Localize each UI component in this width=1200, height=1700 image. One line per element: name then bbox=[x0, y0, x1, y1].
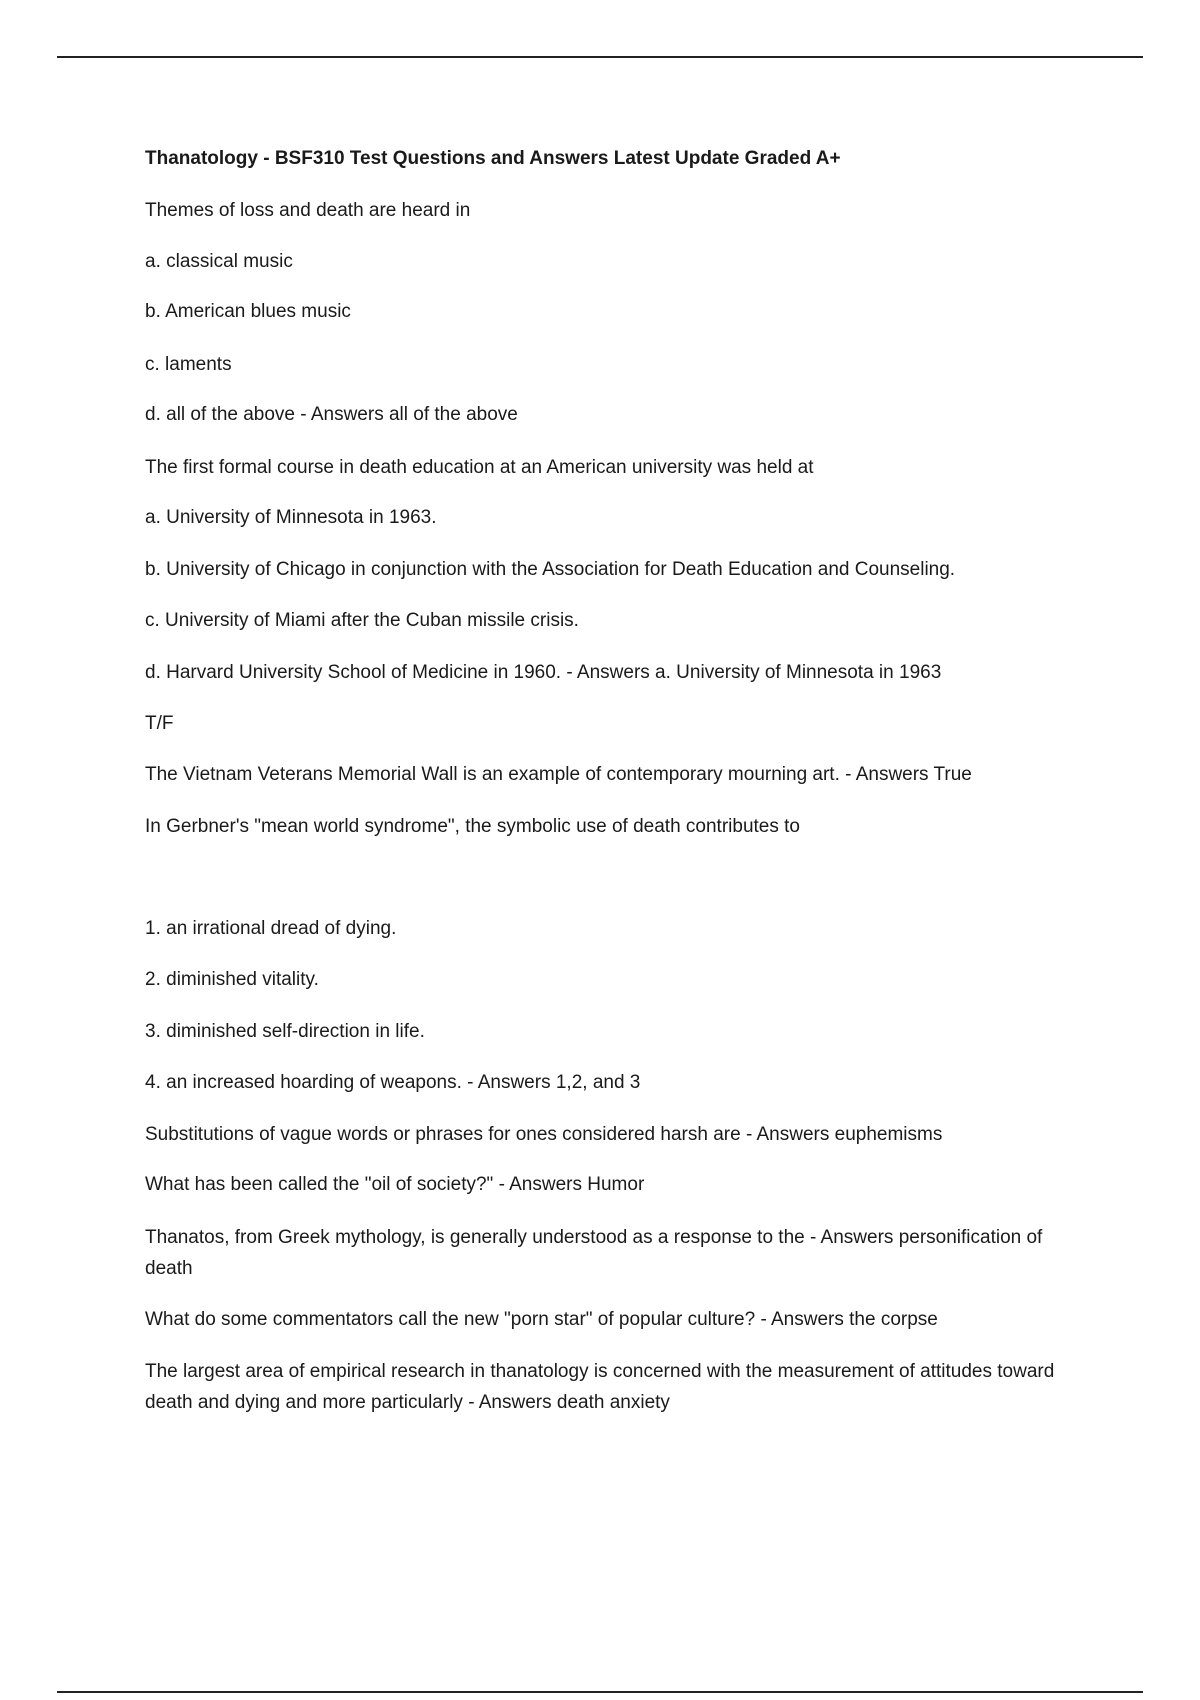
question-2-stem: The first formal course in death education at an American university was held at bbox=[145, 457, 814, 478]
question-7-answer: Thanatos, from Greek mythology, is generally understood as a response to the - Answers personification of death bbox=[145, 1227, 1043, 1279]
footer-rule bbox=[57, 1691, 1143, 1693]
header-rule bbox=[57, 56, 1143, 58]
question-1-option-b: b. American blues music bbox=[145, 301, 351, 322]
question-1-option-c: c. laments bbox=[145, 354, 232, 375]
question-2-option-d-answer: d. Harvard University School of Medicine in 1960. - Answers a. University of Minnesota in 1963 bbox=[145, 662, 942, 683]
document-title: Thanatology - BSF310 Test Questions and Answers Latest Update Graded A+ bbox=[145, 148, 841, 169]
question-4-stem: In Gerbner's "mean world syndrome", the symbolic use of death contributes to bbox=[145, 816, 800, 837]
question-5-answer: Substitutions of vague words or phrases for ones considered harsh are - Answers euphemisms bbox=[145, 1124, 943, 1145]
question-1-stem: Themes of loss and death are heard in bbox=[145, 200, 471, 221]
question-3-answer: The Vietnam Veterans Memorial Wall is an example of contemporary mourning art. - Answers True bbox=[145, 764, 972, 785]
question-6-answer: What has been called the "oil of society?" - Answers Humor bbox=[145, 1174, 645, 1195]
question-1-option-d-answer: d. all of the above - Answers all of the above bbox=[145, 404, 518, 425]
question-4-option-4-answer: 4. an increased hoarding of weapons. - Answers 1,2, and 3 bbox=[145, 1072, 641, 1093]
question-4-option-2: 2. diminished vitality. bbox=[145, 969, 319, 990]
question-2-option-c: c. University of Miami after the Cuban missile crisis. bbox=[145, 610, 579, 631]
question-4-option-1: 1. an irrational dread of dying. bbox=[145, 918, 397, 939]
question-9-answer: The largest area of empirical research in thanatology is concerned with the measurement of attitudes toward death and dying and more particularly - Answers death anxiety bbox=[145, 1361, 1055, 1413]
question-2-option-b: b. University of Chicago in conjunction with the Association for Death Education and Counseling. bbox=[145, 559, 956, 580]
question-4-option-3: 3. diminished self-direction in life. bbox=[145, 1021, 425, 1042]
question-3-type: T/F bbox=[145, 713, 174, 734]
question-2-option-a: a. University of Minnesota in 1963. bbox=[145, 507, 437, 528]
question-8-answer: What do some commentators call the new "porn star" of popular culture? - Answers the corpse bbox=[145, 1309, 938, 1330]
question-1-option-a: a. classical music bbox=[145, 251, 293, 272]
